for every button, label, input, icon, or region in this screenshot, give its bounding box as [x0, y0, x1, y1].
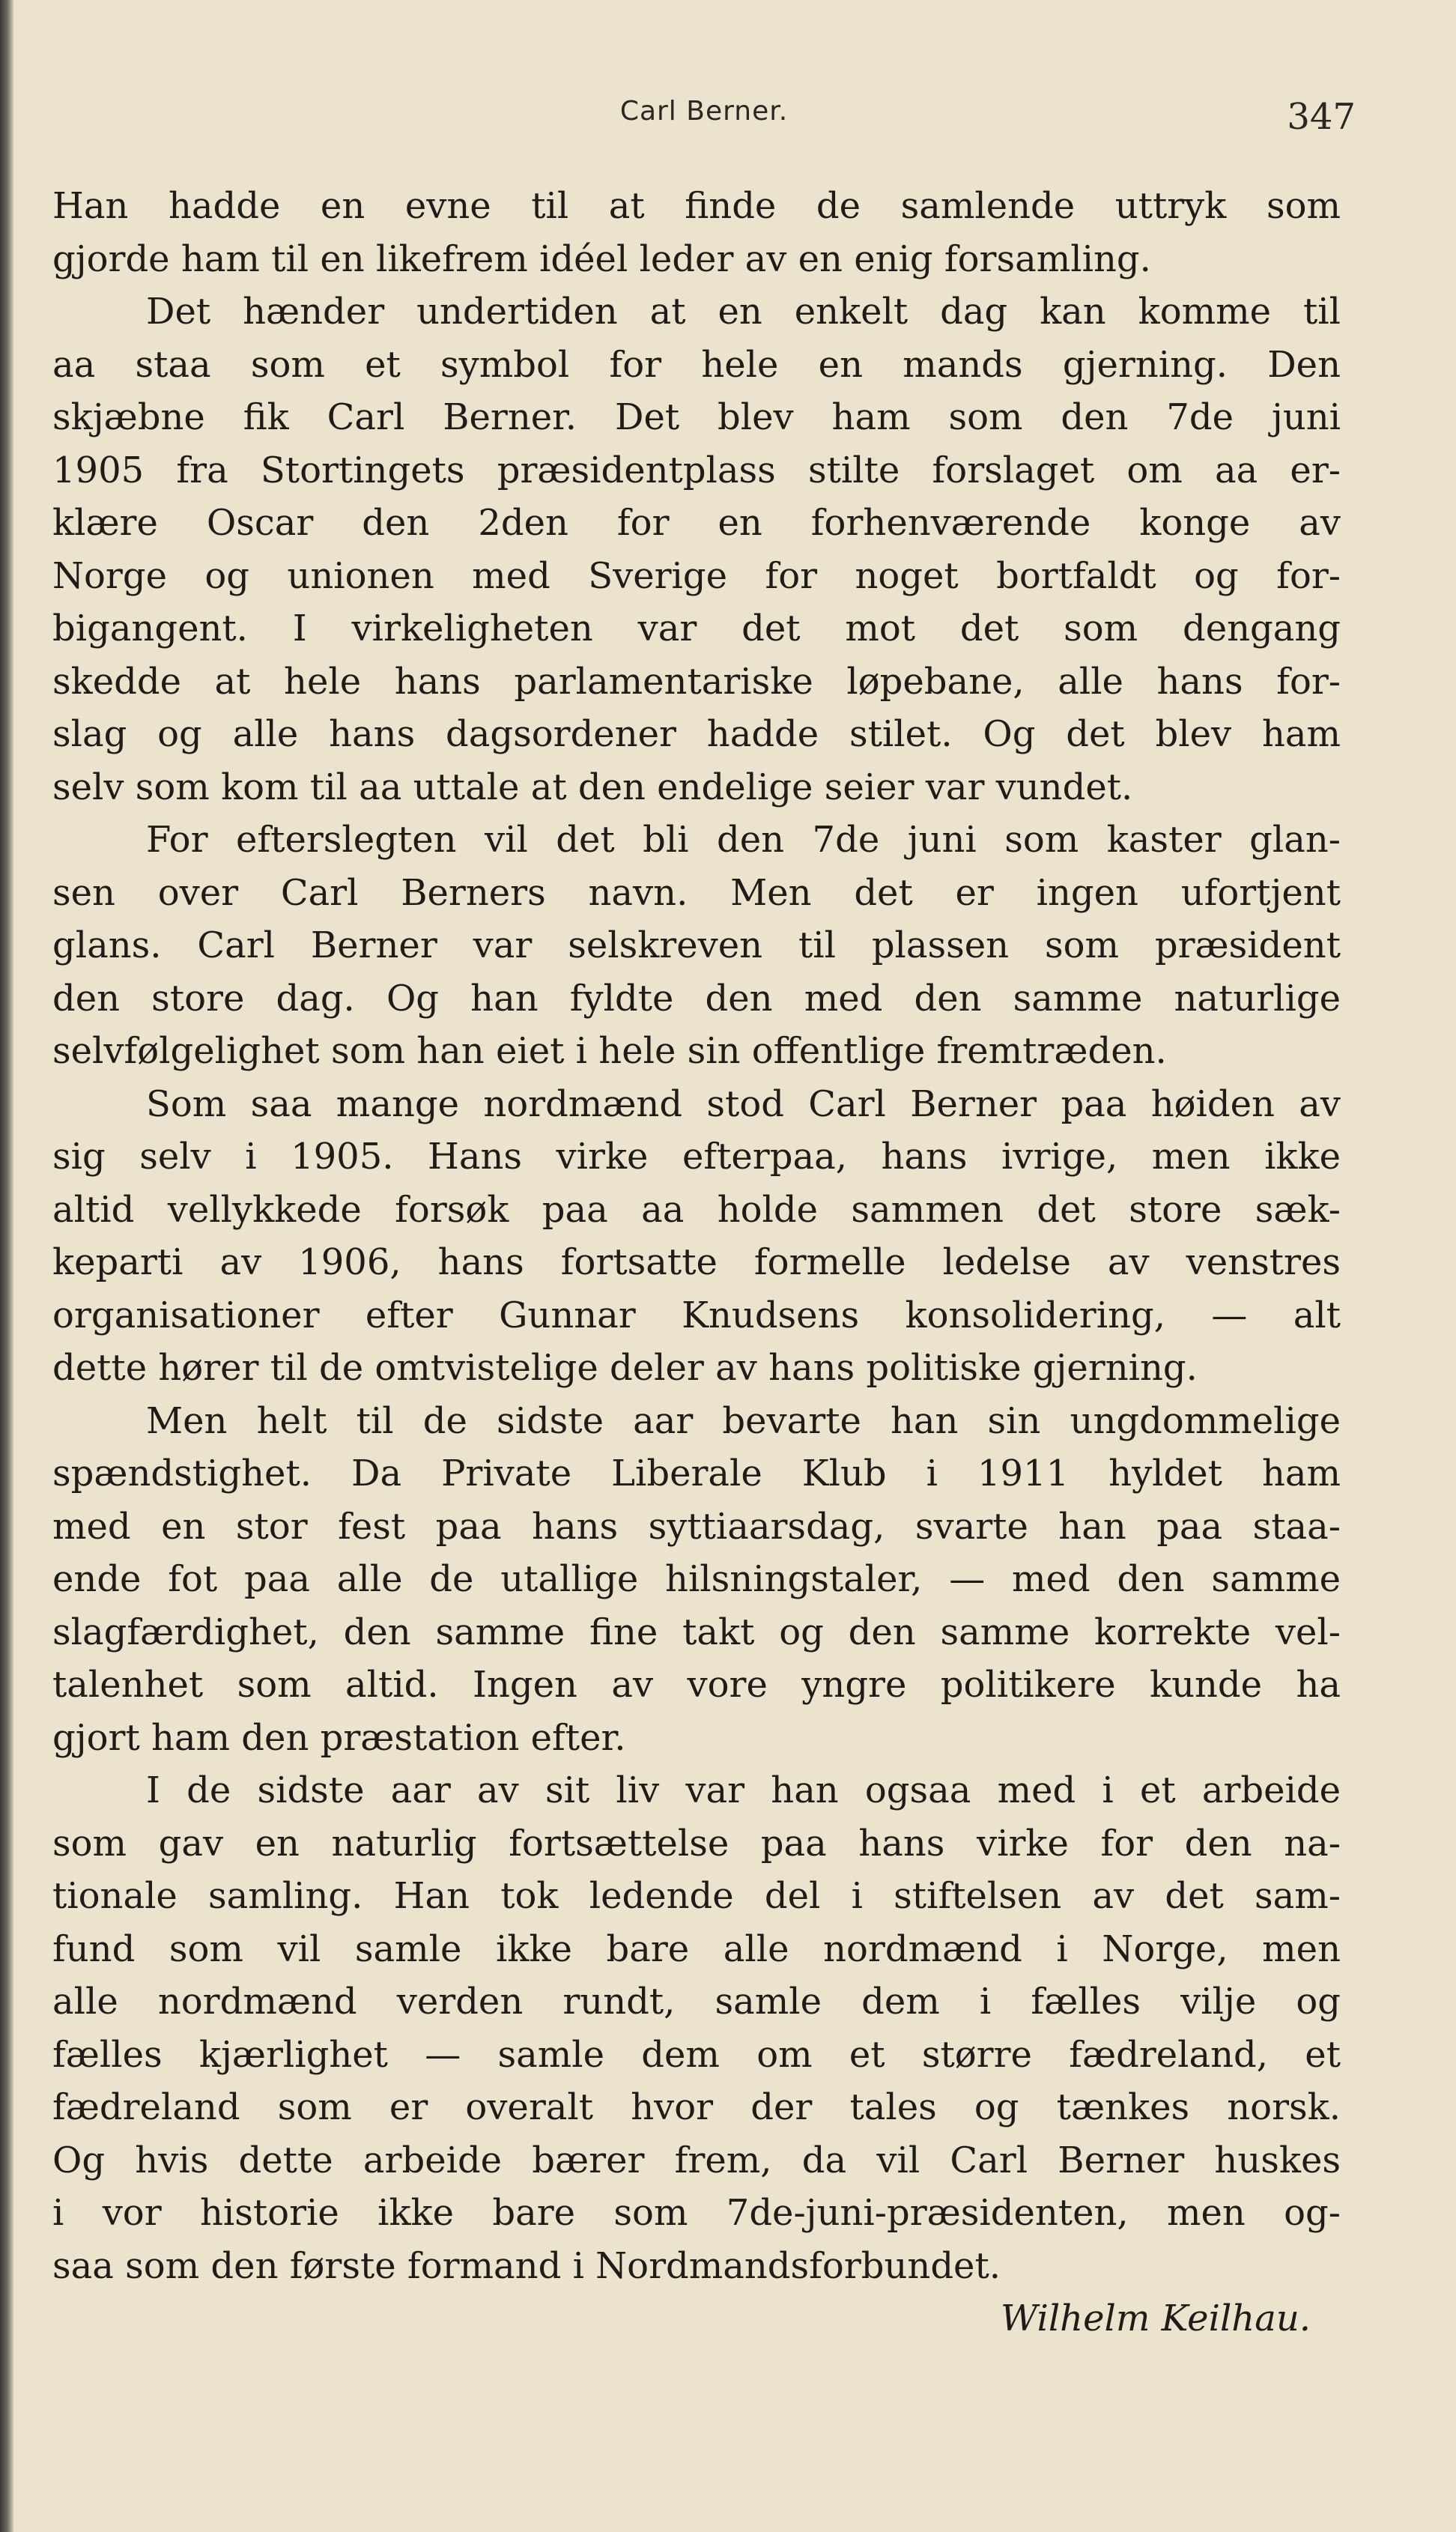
text-line: skedde at hele hans parlamentariske løpebane, alle hans for- [52, 660, 1341, 703]
body-text [52, 180, 1341, 2345]
text-line: gjort ham den præstation efter. [52, 1716, 626, 1759]
text-line: spændstighet. Da Private Liberale Klub i 1911 hyldet ham [52, 1453, 1341, 1494]
text-line: slag og alle hans dagsordener hadde stilet. Og det blev ham [52, 713, 1341, 755]
text-line: I de sidste aar av sit liv var han ogsaa med i et arbeide [146, 1769, 1341, 1811]
author-signature: Wilhelm Keilhau. [1000, 2298, 1311, 2339]
text-line: som gav en naturlig fortsættelse paa hans virke for den na- [52, 1822, 1341, 1865]
text-line: glans. Carl Berner var selskreven til plassen som præsident [52, 924, 1341, 966]
text-line: fund som vil samle ikke bare alle nordmænd i Norge, men [52, 1927, 1341, 1970]
text-line: skjæbne fik Carl Berner. Det blev ham som den 7de juni [52, 396, 1341, 438]
page-number: 347 [1287, 96, 1356, 138]
text-line: bigangent. I virkeligheten var det mot det som dengang [52, 608, 1341, 649]
text-line: 1905 fra Stortingets præsidentplass stilte forslaget om aa er- [52, 449, 1341, 491]
text-line: slagfærdighet, den samme fine takt og den samme korrekte vel- [52, 1611, 1341, 1653]
text-line: altid vellykkede forsøk paa aa holde sammen det store sæk- [52, 1188, 1341, 1231]
text-line: Og hvis dette arbeide bærer frem, da vil Carl Berner huskes [52, 2139, 1341, 2181]
text-line: tionale samling. Han tok ledende del i stiftelsen av det sam- [52, 1875, 1341, 1917]
text-line: sen over Carl Berners navn. Men det er ingen ufortjent [52, 871, 1341, 914]
text-line: selv som kom til aa uttale at den endelige seier var vundet. [52, 766, 1133, 808]
text-line: sig selv i 1905. Hans virke efterpaa, hans ivrige, men ikke [52, 1136, 1341, 1178]
text-line: fædreland som er overalt hvor der tales og tænkes norsk. [52, 2086, 1341, 2128]
text-line: klære Oscar den 2den for en forhenværende konge av [52, 502, 1341, 544]
running-head: Carl Berner. [619, 96, 789, 127]
text-line: For efterslegten vil det bli den 7de juni som kaster glan- [146, 819, 1341, 861]
text-line: saa som den første formand i Nordmandsforbundet. [52, 2244, 1001, 2287]
text-line: organisationer efter Gunnar Knudsens konsolidering, — alt [52, 1294, 1341, 1336]
text-line: fælles kjærlighet — samle dem om et større fædreland, et [52, 2033, 1341, 2076]
text-line: Som saa mange nordmænd stod Carl Berner paa høiden av [146, 1082, 1341, 1125]
text-line: Men helt til de sidste aar bevarte han sin ungdommelige [146, 1399, 1341, 1442]
text-line: med en stor fest paa hans syttiaarsdag, svarte han paa staa- [52, 1505, 1341, 1548]
text-line: aa staa som et symbol for hele en mands gjerning. Den [52, 343, 1341, 386]
text-line: gjorde ham til en likefrem idéel leder av en enig forsamling. [52, 237, 1151, 280]
text-line: dette hører til de omtvistelige deler av hans politiske gjerning. [52, 1347, 1198, 1389]
text-line: den store dag. Og han fyldte den med den samme naturlige [52, 977, 1341, 1020]
text-line: ende fot paa alle de utallige hilsningstaler, — med den samme [52, 1558, 1341, 1600]
text-line: alle nordmænd verden rundt, samle dem i fælles vilje og [52, 1981, 1341, 2023]
text-line: talenhet som altid. Ingen av vore yngre politikere kunde ha [52, 1664, 1341, 1706]
text-line: selvfølgelighet som han eiet i hele sin offentlige fremtræden. [52, 1030, 1167, 1072]
text-line: keparti av 1906, hans fortsatte formelle ledelse av venstres [52, 1241, 1341, 1283]
text-line: Det hænder undertiden at en enkelt dag kan komme til [146, 291, 1341, 333]
text-line: Norge og unionen med Sverige for noget bortfaldt og for- [52, 554, 1341, 597]
text-line: Han hadde en evne til at finde de samlende uttryk som [52, 185, 1341, 227]
text-line: i vor historie ikke bare som 7de-juni-præsidenten, men og- [52, 2192, 1341, 2234]
